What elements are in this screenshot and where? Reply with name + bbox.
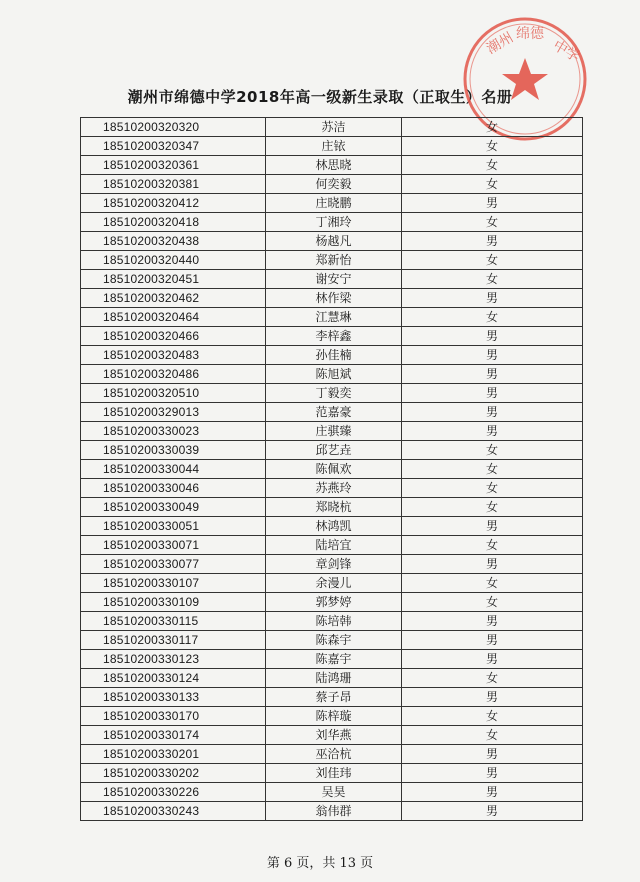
student-name-cell: 林鸿凯 [266, 517, 402, 536]
student-id-cell: 18510200320464 [81, 308, 266, 327]
svg-text:中学: 中学 [550, 37, 583, 66]
table-row [81, 555, 583, 574]
gender-cell: 男 [402, 384, 583, 403]
student-name-cell: 郭梦婷 [266, 593, 402, 612]
student-id-cell: 18510200320483 [81, 346, 266, 365]
student-name-cell: 李梓鑫 [266, 327, 402, 346]
table-row [81, 137, 583, 156]
student-name-cell: 陆培宜 [266, 536, 402, 555]
gender-cell: 男 [402, 517, 583, 536]
student-id-cell: 18510200320320 [81, 118, 266, 137]
student-id-cell: 18510200320418 [81, 213, 266, 232]
table-row [81, 232, 583, 251]
gender-cell: 男 [402, 403, 583, 422]
student-name-cell: 林作梁 [266, 289, 402, 308]
student-id-cell: 18510200320361 [81, 156, 266, 175]
table-row [81, 669, 583, 688]
student-id-cell: 18510200330039 [81, 441, 266, 460]
gender-cell: 男 [402, 745, 583, 764]
gender-cell: 男 [402, 764, 583, 783]
student-id-cell: 18510200330077 [81, 555, 266, 574]
student-name-cell: 郑晓杭 [266, 498, 402, 517]
student-name-cell: 蔡子昂 [266, 688, 402, 707]
table-row [81, 650, 583, 669]
gender-cell: 男 [402, 802, 583, 821]
student-name-cell: 章剑锋 [266, 555, 402, 574]
student-id-cell: 18510200330243 [81, 802, 266, 821]
student-id-cell: 18510200330109 [81, 593, 266, 612]
student-name-cell: 陈旭斌 [266, 365, 402, 384]
gender-cell: 女 [402, 270, 583, 289]
gender-cell: 女 [402, 213, 583, 232]
student-id-cell: 18510200330071 [81, 536, 266, 555]
page-title: 潮州市绵德中学2018年高一级新生录取（正取生）名册 [127, 88, 513, 106]
table-row [81, 270, 583, 289]
gender-cell: 女 [402, 460, 583, 479]
student-name-cell: 范嘉豪 [266, 403, 402, 422]
gender-cell: 女 [402, 137, 583, 156]
table-row [81, 726, 583, 745]
table-row [81, 156, 583, 175]
student-id-cell: 18510200320510 [81, 384, 266, 403]
student-id-cell: 18510200330124 [81, 669, 266, 688]
student-name-cell: 陆鸿珊 [266, 669, 402, 688]
student-name-cell: 林思晓 [266, 156, 402, 175]
gender-cell: 男 [402, 289, 583, 308]
student-name-cell: 邱艺垚 [266, 441, 402, 460]
table-row [81, 612, 583, 631]
table-row [81, 631, 583, 650]
student-id-cell: 18510200320347 [81, 137, 266, 156]
gender-cell: 女 [402, 593, 583, 612]
student-name-cell: 何奕毅 [266, 175, 402, 194]
student-name-cell: 陈梓璇 [266, 707, 402, 726]
student-id-cell: 18510200330051 [81, 517, 266, 536]
table-row [81, 194, 583, 213]
student-id-cell: 18510200330107 [81, 574, 266, 593]
student-name-cell: 陈嘉宇 [266, 650, 402, 669]
gender-cell: 男 [402, 612, 583, 631]
student-id-cell: 18510200330174 [81, 726, 266, 745]
table-row [81, 175, 583, 194]
gender-cell: 女 [402, 441, 583, 460]
student-id-cell: 18510200320462 [81, 289, 266, 308]
student-name-cell: 吴昊 [266, 783, 402, 802]
admission-roster-table [80, 117, 583, 821]
student-name-cell: 杨越凡 [266, 232, 402, 251]
student-id-cell: 18510200330046 [81, 479, 266, 498]
gender-cell: 女 [402, 498, 583, 517]
table-row [81, 707, 583, 726]
gender-cell: 女 [402, 707, 583, 726]
gender-cell: 男 [402, 346, 583, 365]
table-row [81, 384, 583, 403]
student-name-cell: 丁毅奕 [266, 384, 402, 403]
table-row [81, 327, 583, 346]
student-name-cell: 陈培韩 [266, 612, 402, 631]
student-id-cell: 18510200330226 [81, 783, 266, 802]
roster-body [81, 118, 583, 821]
gender-cell: 男 [402, 422, 583, 441]
student-name-cell: 苏洁 [266, 118, 402, 137]
student-id-cell: 18510200320381 [81, 175, 266, 194]
table-row [81, 536, 583, 555]
student-id-cell: 18510200330044 [81, 460, 266, 479]
table-row [81, 783, 583, 802]
student-name-cell: 庄骐臻 [266, 422, 402, 441]
student-id-cell: 18510200320451 [81, 270, 266, 289]
table-row [81, 802, 583, 821]
table-row [81, 441, 583, 460]
table-row [81, 422, 583, 441]
student-name-cell: 巫洽杭 [266, 745, 402, 764]
table-row [81, 289, 583, 308]
gender-cell: 女 [402, 479, 583, 498]
student-name-cell: 翁伟群 [266, 802, 402, 821]
gender-cell: 男 [402, 232, 583, 251]
student-name-cell: 苏燕玲 [266, 479, 402, 498]
gender-cell: 女 [402, 175, 583, 194]
student-name-cell: 陈佩欢 [266, 460, 402, 479]
student-id-cell: 18510200330202 [81, 764, 266, 783]
svg-text:绵德: 绵德 [516, 26, 544, 42]
gender-cell: 女 [402, 669, 583, 688]
table-row [81, 593, 583, 612]
gender-cell: 男 [402, 783, 583, 802]
student-name-cell: 余漫儿 [266, 574, 402, 593]
gender-cell: 女 [402, 251, 583, 270]
gender-cell: 女 [402, 536, 583, 555]
student-id-cell: 18510200330117 [81, 631, 266, 650]
table-row [81, 517, 583, 536]
student-name-cell: 庄铱 [266, 137, 402, 156]
table-row [81, 118, 583, 137]
table-row [81, 745, 583, 764]
student-id-cell: 18510200320466 [81, 327, 266, 346]
gender-cell: 男 [402, 327, 583, 346]
gender-cell: 女 [402, 118, 583, 137]
page-number: 第 6 页，共 13 页 [266, 856, 374, 871]
gender-cell: 女 [402, 156, 583, 175]
student-name-cell: 郑新怡 [266, 251, 402, 270]
table-row [81, 764, 583, 783]
svg-text:潮州: 潮州 [484, 29, 517, 58]
gender-cell: 女 [402, 574, 583, 593]
star-icon [502, 58, 548, 100]
student-id-cell: 18510200330023 [81, 422, 266, 441]
table-row [81, 498, 583, 517]
student-name-cell: 刘华燕 [266, 726, 402, 745]
table-row [81, 479, 583, 498]
student-name-cell: 丁湘玲 [266, 213, 402, 232]
gender-cell: 男 [402, 555, 583, 574]
student-id-cell: 18510200320440 [81, 251, 266, 270]
gender-cell: 男 [402, 194, 583, 213]
gender-cell: 男 [402, 365, 583, 384]
student-name-cell: 庄晓鹏 [266, 194, 402, 213]
table-row [81, 346, 583, 365]
gender-cell: 男 [402, 631, 583, 650]
student-id-cell: 18510200330170 [81, 707, 266, 726]
gender-cell: 女 [402, 308, 583, 327]
student-id-cell: 18510200320486 [81, 365, 266, 384]
student-id-cell: 18510200330201 [81, 745, 266, 764]
student-name-cell: 江慧琳 [266, 308, 402, 327]
gender-cell: 男 [402, 650, 583, 669]
student-id-cell: 18510200330049 [81, 498, 266, 517]
student-id-cell: 18510200330115 [81, 612, 266, 631]
student-name-cell: 陈森宇 [266, 631, 402, 650]
student-name-cell: 孙佳楠 [266, 346, 402, 365]
table-row [81, 460, 583, 479]
table-row [81, 251, 583, 270]
student-id-cell: 18510200330133 [81, 688, 266, 707]
student-name-cell: 谢安宁 [266, 270, 402, 289]
student-name-cell: 刘佳玮 [266, 764, 402, 783]
gender-cell: 男 [402, 688, 583, 707]
table-row [81, 574, 583, 593]
student-id-cell: 18510200330123 [81, 650, 266, 669]
table-row [81, 213, 583, 232]
table-row [81, 688, 583, 707]
student-id-cell: 18510200320438 [81, 232, 266, 251]
gender-cell: 女 [402, 726, 583, 745]
student-id-cell: 18510200320412 [81, 194, 266, 213]
table-row [81, 308, 583, 327]
table-row [81, 365, 583, 384]
table-row [81, 403, 583, 422]
student-id-cell: 18510200329013 [81, 403, 266, 422]
